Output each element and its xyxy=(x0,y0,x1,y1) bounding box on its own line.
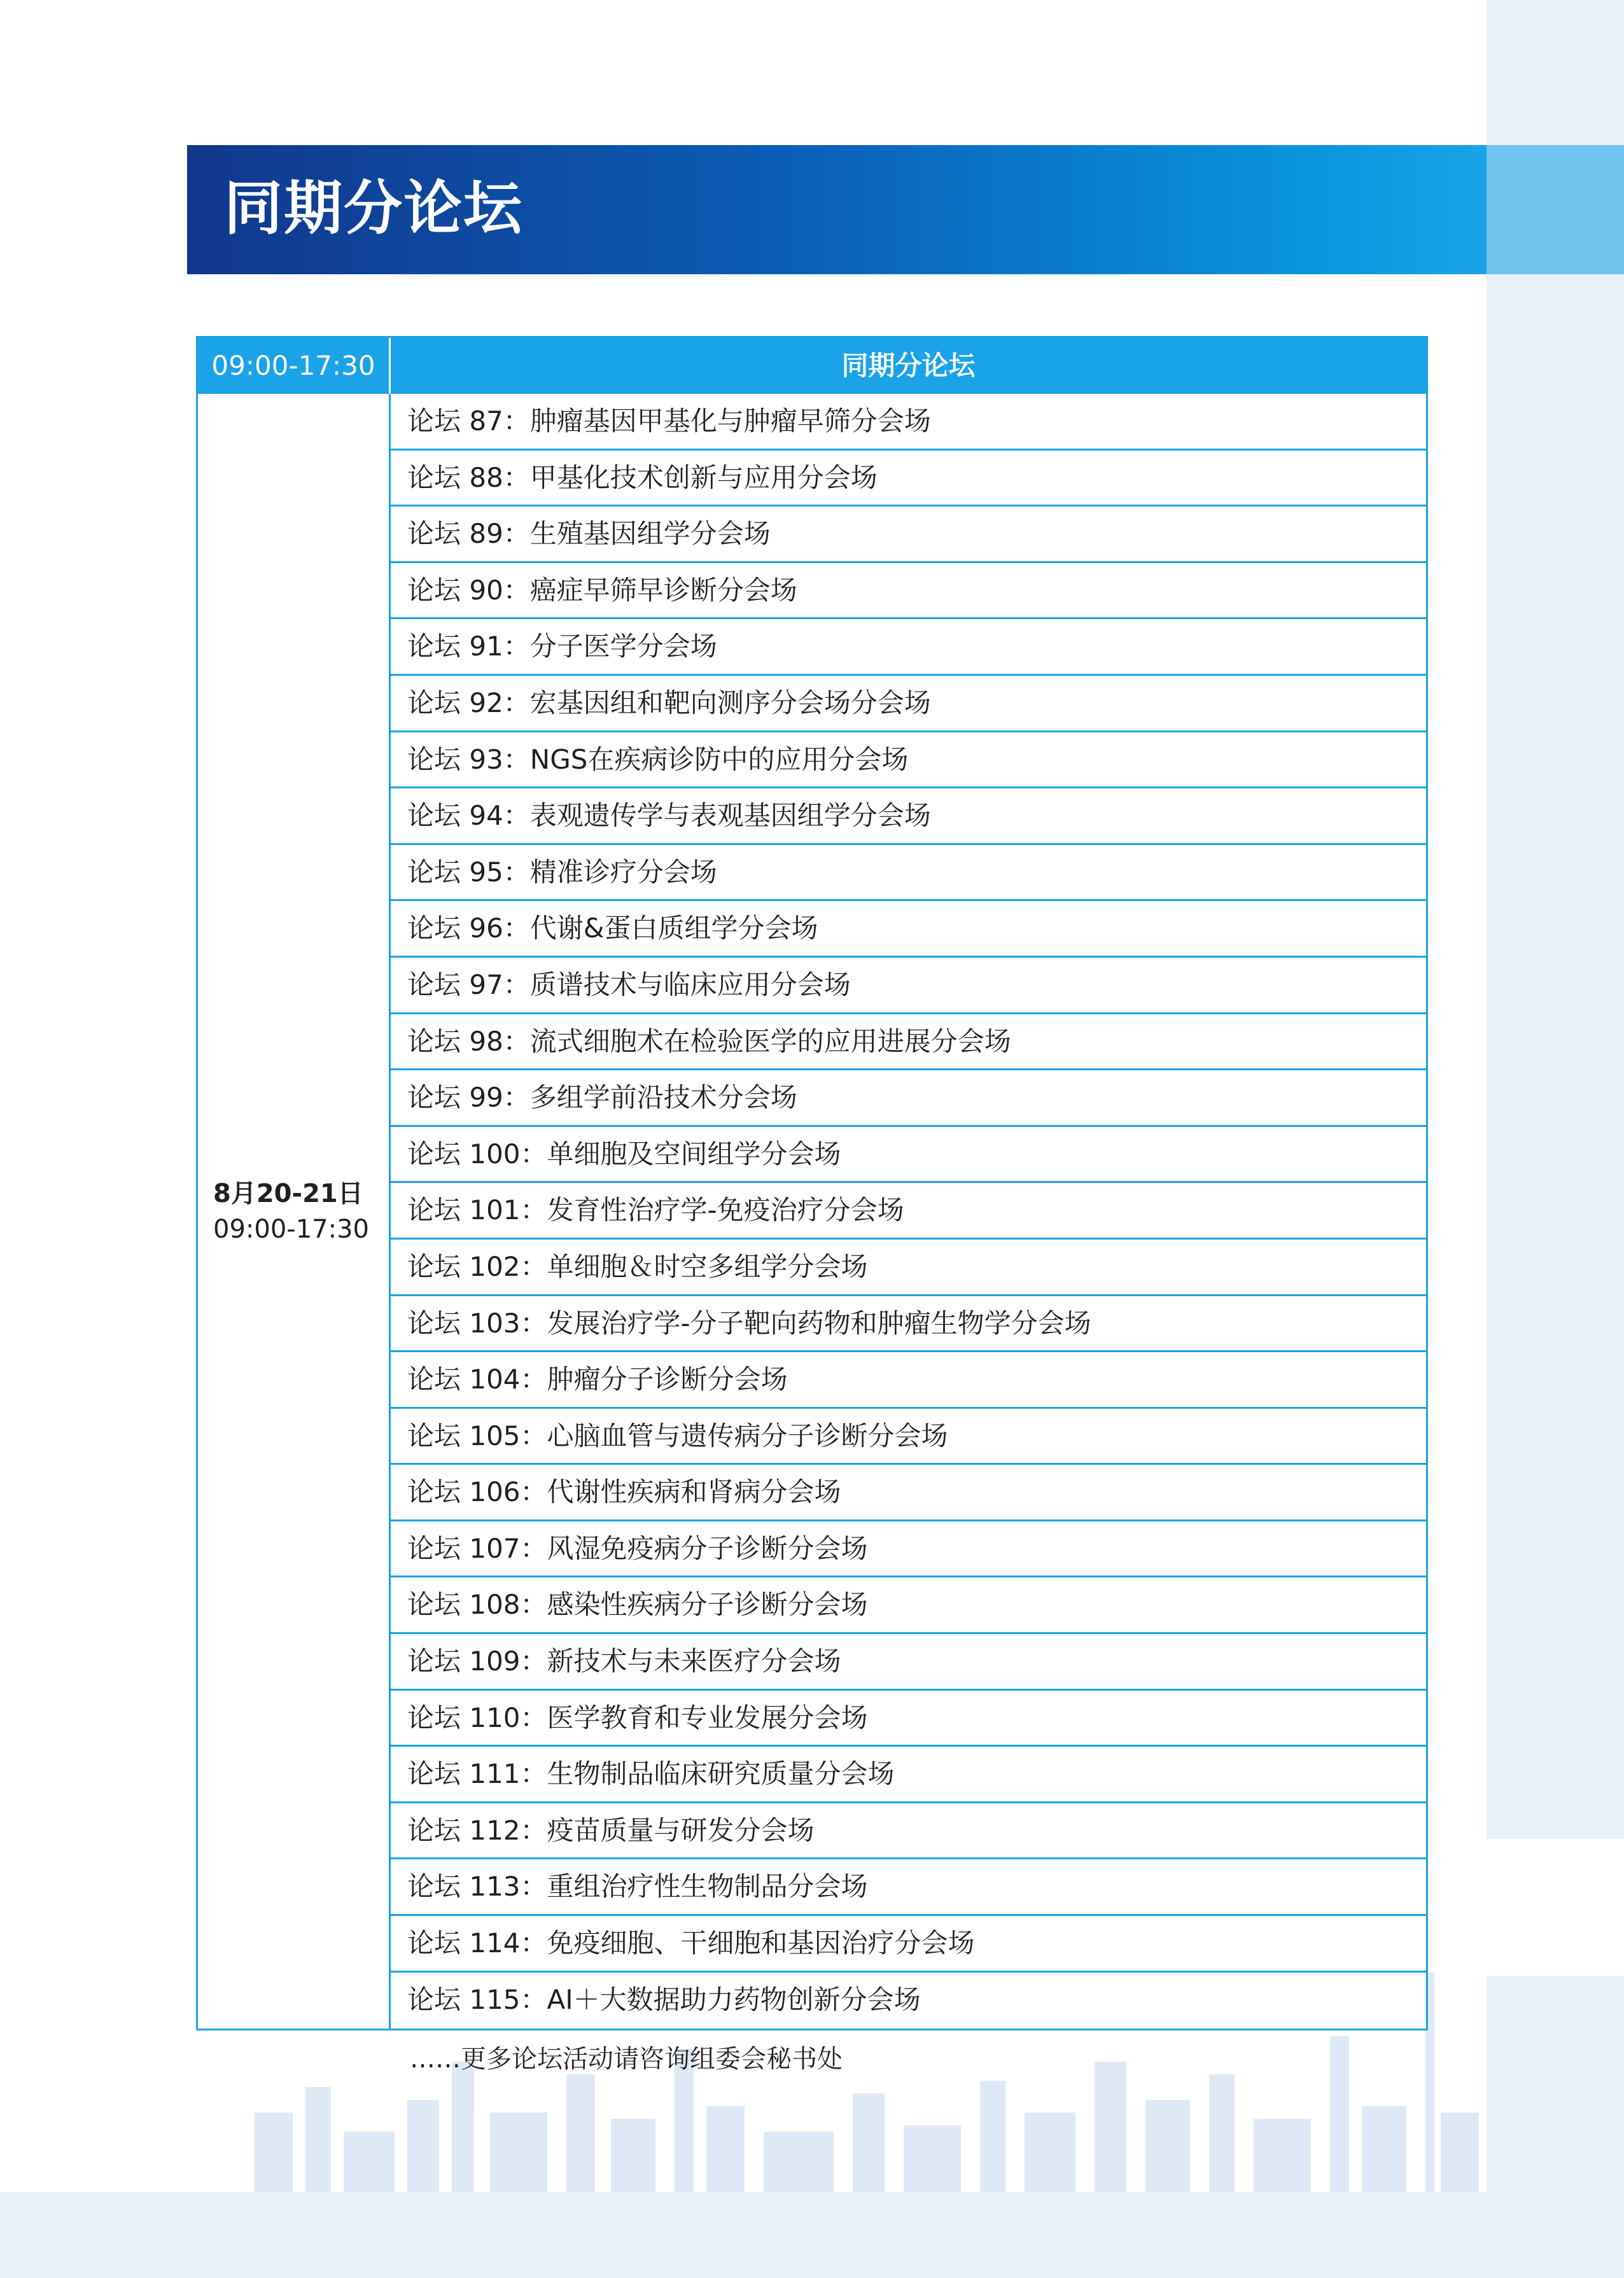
forum-row-106: 论坛 106：代谢性疾病和肾病分会场 xyxy=(391,1465,1426,1521)
forum-row-102: 论坛 102：单细胞＆时空多组学分会场 xyxy=(391,1240,1426,1296)
forum-list xyxy=(391,394,1426,2029)
forum-row-104: 论坛 104：肿瘤分子诊断分会场 xyxy=(391,1352,1426,1409)
forum-row-93: 论坛 93：NGS在疾病诊防中的应用分会场 xyxy=(391,732,1426,789)
side-decor-accent xyxy=(1487,145,1624,274)
forum-row-115: 论坛 115：AI＋大数据助力药物创新分会场 xyxy=(407,1983,921,2015)
forum-row-95: 论坛 95：精准诊疗分会场 xyxy=(391,845,1426,902)
forum-row-109: 论坛 109：新技术与未来医疗分会场 xyxy=(391,1634,1426,1691)
forum-row-112: 论坛 112：疫苗质量与研发分会场 xyxy=(391,1803,1426,1860)
forum-row-110: 论坛 110：医学教育和专业发展分会场 xyxy=(391,1691,1426,1747)
forum-row-94: 论坛 94：表观遗传学与表观基因组学分会场 xyxy=(391,788,1426,845)
forum-row-91: 论坛 91：分子医学分会场 xyxy=(391,619,1426,676)
schedule-table xyxy=(196,336,1428,2030)
forum-row-107: 论坛 107：风湿免疫病分子诊断分会场 xyxy=(391,1521,1426,1578)
forum-row-89: 论坛 89：生殖基因组学分会场 xyxy=(391,507,1426,563)
forum-row-108: 论坛 108：感染性疾病分子诊断分会场 xyxy=(391,1577,1426,1634)
forum-row-88: 论坛 88：甲基化技术创新与应用分会场 xyxy=(391,451,1426,507)
forum-row-101: 论坛 101：发育性治疗学-免疫治疗分会场 xyxy=(391,1183,1426,1240)
forum-row-114: 论坛 114：免疫细胞、干细胞和基因治疗分会场 xyxy=(391,1916,1426,1973)
page-title: 同期分论坛 xyxy=(224,174,524,242)
forum-row-100: 论坛 100：单细胞及空间组学分会场 xyxy=(391,1127,1426,1184)
table-body xyxy=(198,394,1426,2029)
forum-row-96: 论坛 96：代谢&蛋白质组学分会场 xyxy=(391,901,1426,958)
date-cell xyxy=(198,394,391,2029)
forum-row-87: 论坛 87：肿瘤基因甲基化与肿瘤早筛分会场 xyxy=(391,394,1426,451)
forum-row-99: 论坛 99：多组学前沿技术分会场 xyxy=(391,1070,1426,1127)
header-time-cell: 09:00-17:30 xyxy=(198,338,391,394)
table-header-row xyxy=(198,338,1426,394)
forum-row-98: 论坛 98：流式细胞术在检验医学的应用进展分会场 xyxy=(391,1014,1426,1071)
forum-row-103: 论坛 103：发展治疗学-分子靶向药物和肿瘤生物学分会场 xyxy=(391,1296,1426,1353)
session-date: 8月20-21日 xyxy=(213,1178,363,1208)
forum-row-92: 论坛 92：宏基因组和靶向测序分会场分会场 xyxy=(391,676,1426,732)
side-decor-gap xyxy=(1487,1839,1624,1976)
more-forums-note: ……更多论坛活动请咨询组委会秘书处 xyxy=(410,2044,843,2074)
bottom-band xyxy=(0,2192,1624,2278)
session-time: 09:00-17:30 xyxy=(213,1214,369,1244)
forum-row-97: 论坛 97：质谱技术与临床应用分会场 xyxy=(391,958,1426,1014)
forum-row-105: 论坛 105：心脑血管与遗传病分子诊断分会场 xyxy=(391,1409,1426,1465)
forum-row-90: 论坛 90：癌症早筛早诊断分会场 xyxy=(391,563,1426,620)
forum-row-113: 论坛 113：重组治疗性生物制品分会场 xyxy=(391,1859,1426,1916)
header-title-cell: 同期分论坛 xyxy=(841,350,976,381)
forum-row-111: 论坛 111：生物制品临床研究质量分会场 xyxy=(391,1747,1426,1803)
